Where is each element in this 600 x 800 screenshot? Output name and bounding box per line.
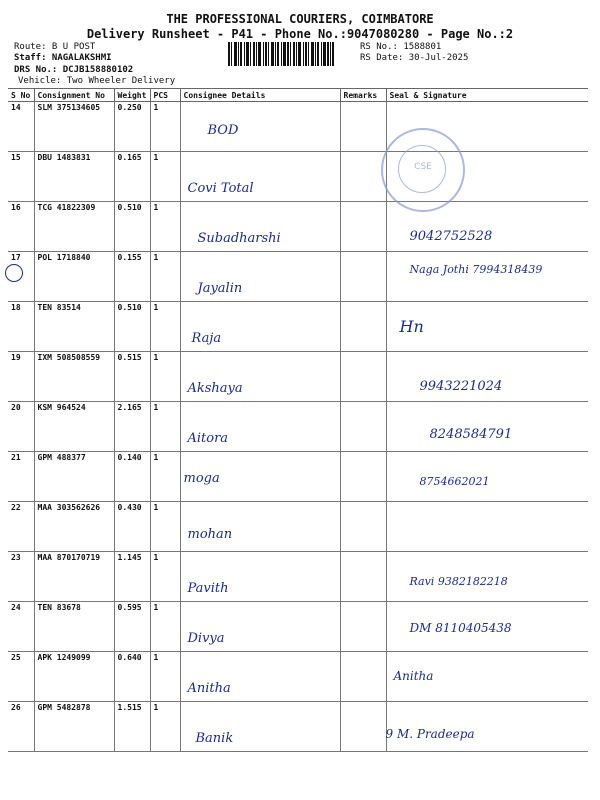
sno-cell: 21 bbox=[8, 452, 34, 502]
consignee-handwriting: mohan bbox=[187, 527, 233, 542]
consignee-cell bbox=[180, 252, 340, 302]
weight-cell: 0.430 bbox=[114, 502, 150, 552]
weight-cell: 0.140 bbox=[114, 452, 150, 502]
signature-handwriting: 9943221024 bbox=[419, 379, 503, 394]
remarks-cell bbox=[340, 552, 386, 602]
table-row bbox=[8, 152, 588, 202]
consignee-cell bbox=[180, 602, 340, 652]
pcs-cell: 1 bbox=[150, 152, 180, 202]
pcs-cell: 1 bbox=[150, 352, 180, 402]
consignee-cell bbox=[180, 552, 340, 602]
sno-cell: 20 bbox=[8, 402, 34, 452]
table-row bbox=[8, 552, 588, 602]
header-consignment: Consignment No bbox=[34, 89, 114, 102]
consignment-cell: APK 1249099 bbox=[34, 652, 114, 702]
header-signature: Seal & Signature bbox=[386, 89, 588, 102]
consignee-handwriting: Pavith bbox=[187, 581, 229, 596]
consignment-cell: GPM 5482878 bbox=[34, 702, 114, 752]
weight-cell: 2.165 bbox=[114, 402, 150, 452]
consignee-cell bbox=[180, 302, 340, 352]
signature-cell bbox=[386, 452, 588, 502]
consignment-cell: TEN 83678 bbox=[34, 602, 114, 652]
signature-handwriting: 8248584791 bbox=[429, 427, 513, 442]
header-remarks: Remarks bbox=[340, 89, 386, 102]
consignment-cell: POL 1718840 bbox=[34, 252, 114, 302]
consignee-cell bbox=[180, 702, 340, 752]
consignee-cell bbox=[180, 102, 340, 152]
pcs-cell: 1 bbox=[150, 252, 180, 302]
sno-cell: 15 bbox=[8, 152, 34, 202]
rs-number: RS No.: 1588801 bbox=[360, 42, 442, 52]
route-label: Route: B U POST bbox=[14, 42, 96, 52]
signature-cell bbox=[386, 602, 588, 652]
consignee-cell bbox=[180, 502, 340, 552]
vehicle-label: Vehicle: Two Wheeler Delivery bbox=[18, 76, 176, 86]
signature-cell bbox=[386, 652, 588, 702]
sno-cell: 26 bbox=[8, 702, 34, 752]
table-row bbox=[8, 652, 588, 702]
remarks-cell bbox=[340, 652, 386, 702]
weight-cell: 0.155 bbox=[114, 252, 150, 302]
consignment-cell: KSM 964524 bbox=[34, 402, 114, 452]
document-title: THE PROFESSIONAL COURIERS, COIMBATORE bbox=[166, 12, 434, 26]
pcs-cell: 1 bbox=[150, 102, 180, 152]
signature-cell bbox=[386, 702, 588, 752]
weight-cell: 1.515 bbox=[114, 702, 150, 752]
signature-handwriting: DM 8110405438 bbox=[409, 621, 512, 635]
sno-cell: 17 bbox=[8, 252, 34, 302]
remarks-cell bbox=[340, 352, 386, 402]
sno-cell: 25 bbox=[8, 652, 34, 702]
document-subtitle: Delivery Runsheet - P41 - Phone No.:9047080280 - Page No.:2 bbox=[86, 27, 514, 41]
remarks-cell bbox=[340, 252, 386, 302]
table-row bbox=[8, 502, 588, 552]
table-row bbox=[8, 202, 588, 252]
table-row bbox=[8, 452, 588, 502]
pcs-cell: 1 bbox=[150, 452, 180, 502]
pcs-cell: 1 bbox=[150, 302, 180, 352]
consignee-handwriting: Aitora bbox=[187, 431, 229, 446]
header-sno: S No bbox=[8, 89, 34, 102]
consignee-handwriting: Akshaya bbox=[187, 381, 243, 396]
header-weight: Weight bbox=[114, 89, 150, 102]
consignee-handwriting: BOD bbox=[207, 123, 239, 138]
consignee-cell bbox=[180, 202, 340, 252]
pcs-cell: 1 bbox=[150, 702, 180, 752]
drs-number: DRS No.: DCJB158880102 bbox=[14, 65, 134, 75]
consignment-cell: SLM 375134605 bbox=[34, 102, 114, 152]
sno-cell: 16 bbox=[8, 202, 34, 252]
barcode bbox=[228, 42, 354, 66]
sno-cell: 23 bbox=[8, 552, 34, 602]
remarks-cell bbox=[340, 152, 386, 202]
signature-handwriting: Anitha bbox=[393, 669, 434, 683]
consignee-handwriting: Divya bbox=[187, 631, 225, 646]
table-row bbox=[8, 302, 588, 352]
signature-cell bbox=[386, 402, 588, 452]
row-circle-mark bbox=[5, 264, 23, 282]
consignment-cell: TEN 83514 bbox=[34, 302, 114, 352]
table-row bbox=[8, 102, 588, 152]
signature-handwriting: Ravi 9382182218 bbox=[409, 575, 508, 588]
pcs-cell: 1 bbox=[150, 202, 180, 252]
remarks-cell bbox=[340, 602, 386, 652]
remarks-cell bbox=[340, 502, 386, 552]
signature-handwriting: 9 M. Pradeepa bbox=[385, 727, 475, 741]
signature-handwriting: Hn bbox=[399, 317, 424, 336]
signature-cell bbox=[386, 252, 588, 302]
header-pcs: PCS bbox=[150, 89, 180, 102]
consignment-cell: TCG 41822309 bbox=[34, 202, 114, 252]
remarks-cell bbox=[340, 202, 386, 252]
remarks-cell bbox=[340, 702, 386, 752]
table-row bbox=[8, 352, 588, 402]
sno-cell: 14 bbox=[8, 102, 34, 152]
consignee-handwriting: Covi Total bbox=[187, 181, 254, 196]
sno-cell: 24 bbox=[8, 602, 34, 652]
signature-cell bbox=[386, 502, 588, 552]
consignment-cell: MAA 303562626 bbox=[34, 502, 114, 552]
signature-handwriting: 8754662021 bbox=[419, 475, 490, 488]
consignee-cell bbox=[180, 652, 340, 702]
remarks-cell bbox=[340, 452, 386, 502]
weight-cell: 0.510 bbox=[114, 202, 150, 252]
rs-date: RS Date: 30-Jul-2025 bbox=[360, 53, 469, 63]
consignee-cell bbox=[180, 352, 340, 402]
consignee-handwriting: moga bbox=[183, 471, 220, 486]
company-seal-stamp bbox=[381, 128, 465, 212]
remarks-cell bbox=[340, 402, 386, 452]
table-header-row bbox=[8, 89, 588, 102]
consignee-handwriting: Banik bbox=[195, 731, 234, 746]
consignment-cell: MAA 870170719 bbox=[34, 552, 114, 602]
runsheet-table bbox=[8, 88, 588, 752]
signature-cell bbox=[386, 352, 588, 402]
pcs-cell: 1 bbox=[150, 552, 180, 602]
sno-cell: 22 bbox=[8, 502, 34, 552]
weight-cell: 1.145 bbox=[114, 552, 150, 602]
pcs-cell: 1 bbox=[150, 402, 180, 452]
table-row bbox=[8, 602, 588, 652]
consignee-handwriting: Raja bbox=[191, 331, 222, 346]
table-row bbox=[8, 252, 588, 302]
pcs-cell: 1 bbox=[150, 602, 180, 652]
weight-cell: 0.165 bbox=[114, 152, 150, 202]
consignee-cell bbox=[180, 152, 340, 202]
consignment-cell: IXM 508508559 bbox=[34, 352, 114, 402]
consignment-cell: GPM 488377 bbox=[34, 452, 114, 502]
remarks-cell bbox=[340, 102, 386, 152]
weight-cell: 0.640 bbox=[114, 652, 150, 702]
consignee-handwriting: Anitha bbox=[187, 681, 231, 696]
sno-cell: 18 bbox=[8, 302, 34, 352]
weight-cell: 0.510 bbox=[114, 302, 150, 352]
consignee-handwriting: Jayalin bbox=[197, 281, 243, 296]
weight-cell: 0.250 bbox=[114, 102, 150, 152]
consignee-handwriting: Subadharshi bbox=[197, 231, 281, 246]
consignment-cell: DBU 1483831 bbox=[34, 152, 114, 202]
table-row bbox=[8, 702, 588, 752]
staff-label: Staff: NAGALAKSHMI bbox=[14, 53, 112, 63]
pcs-cell: 1 bbox=[150, 502, 180, 552]
consignee-cell bbox=[180, 452, 340, 502]
signature-handwriting: Naga Jothi 7994318439 bbox=[409, 263, 543, 276]
signature-handwriting: 9042752528 bbox=[409, 229, 493, 244]
sno-cell: 19 bbox=[8, 352, 34, 402]
weight-cell: 0.595 bbox=[114, 602, 150, 652]
seal-text: CSE bbox=[414, 162, 432, 172]
signature-cell bbox=[386, 552, 588, 602]
pcs-cell: 1 bbox=[150, 652, 180, 702]
table-row bbox=[8, 402, 588, 452]
consignee-cell bbox=[180, 402, 340, 452]
header-consignee: Consignee Details bbox=[180, 89, 340, 102]
remarks-cell bbox=[340, 302, 386, 352]
weight-cell: 0.515 bbox=[114, 352, 150, 402]
signature-cell bbox=[386, 302, 588, 352]
